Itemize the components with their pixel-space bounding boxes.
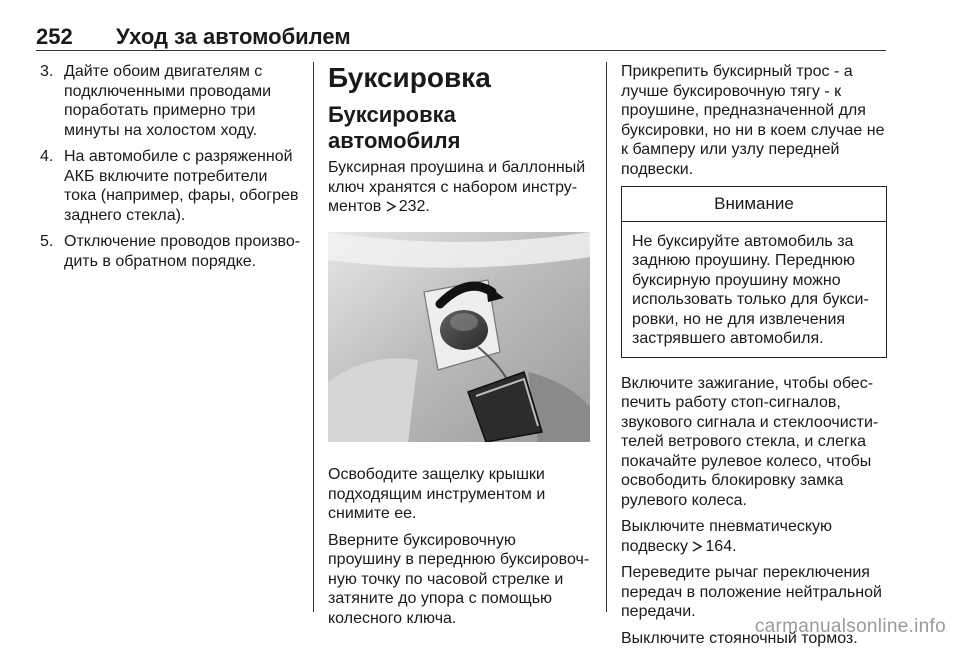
chapter-title: Уход за автомобилем: [116, 24, 351, 49]
instruction-paragraph: Выключите стояночный тормоз.: [621, 629, 858, 647]
column-divider-1: [313, 62, 314, 612]
page-number: 252: [36, 24, 73, 49]
instruction-paragraph: Прикрепить буксирный трос - а лучше буксировочную тягу - к проушине, предназначенной для буксировки, но ни в коем случае не к бамперу или узлу передней подвески.: [621, 63, 885, 178]
page-reference[interactable]: 232.: [398, 198, 430, 215]
section-title: Буксировка: [328, 62, 491, 93]
instruction-paragraph: [621, 517, 887, 556]
warning-title: Внимание: [622, 187, 886, 222]
instruction-text: Выключите пневматическую подвеску: [621, 518, 833, 555]
list-item: [40, 62, 302, 140]
list-item-text: На автомобиле с разряженной АКБ включите потребители тока (например, фары, обогрев заднего стекла).: [64, 148, 299, 224]
page-reference[interactable]: 164.: [705, 537, 737, 555]
list-item: [40, 232, 302, 271]
page-reference-icon: [386, 201, 397, 212]
subsection-title: Буксировка автомобиля: [328, 102, 461, 153]
intro-paragraph: [328, 158, 592, 217]
list-item-number: 5.: [40, 233, 54, 250]
page-reference-icon: [692, 541, 703, 552]
column-3: [621, 62, 887, 655]
towing-eye-cover-illustration: [328, 232, 590, 442]
column-1: [40, 62, 302, 278]
instruction-paragraph: Переведите рычаг переключения передач в положение нейтральной передачи.: [621, 564, 882, 620]
warning-text: Не буксируйте автомобиль за заднюю проушину. Переднюю буксирную проушину можно использовать только для букси-ровки, но не для извлечения застрявшего автомобиля.: [632, 232, 869, 347]
list-item: [40, 147, 302, 225]
watermark: carmanualsonline.info: [754, 616, 946, 637]
header-divider: [36, 50, 886, 51]
instruction-paragraph: Вверните буксировочную проушину в переднюю буксировоч-ную точку по часовой стрелке и затяните до упора с помощью колесного ключа.: [328, 531, 590, 627]
column-divider-2: [606, 62, 607, 612]
intro-text: Буксирная проушина и баллонный ключ хранятся с набором инстру-ментов: [328, 159, 586, 215]
list-item-number: 4.: [40, 148, 54, 165]
warning-box: [621, 186, 887, 358]
list-item-text: Отключение проводов произво-дить в обратном порядке.: [64, 233, 301, 270]
column-2: [328, 62, 592, 635]
instruction-paragraph: Включите зажигание, чтобы обес-печить работу стоп-сигналов, звукового сигнала и стеклоочисти-телей ветрового стекла, и слегка покачайте рулевое колесо, чтобы освободить блокировку замка рулевого колеса.: [621, 374, 879, 509]
list-item-text: Дайте обоим двигателям с подключенными проводами поработать примерно три минуты на холостом ходу.: [64, 63, 271, 139]
instruction-paragraph: Освободите защелку крышки подходящим инструментом и снимите ее.: [328, 466, 546, 522]
list-item-number: 3.: [40, 63, 54, 80]
